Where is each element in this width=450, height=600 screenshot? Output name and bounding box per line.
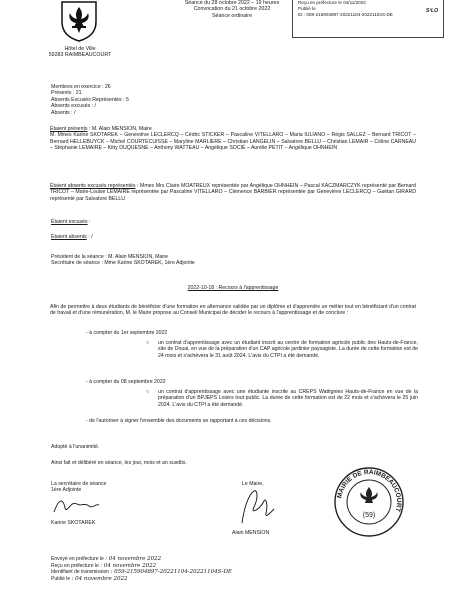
session-secretary: Secrétaire de séance : Mme Karine SKOTAREK, 1ère Adjointe <box>51 260 195 267</box>
excused-represented-label: Étaient absents excusés représentés <box>50 183 136 189</box>
start-date-2: - à compter du 08 septembre 2022 <box>86 379 166 385</box>
svg-text:(59): (59) <box>362 512 376 519</box>
mayor-signature-block <box>232 481 282 536</box>
stamp-received: Reçu en préfecture le 04/11/2022 <box>298 0 366 5</box>
footer-sent <box>51 556 232 563</box>
present-label: Étaient présents <box>50 126 88 132</box>
stamp-brand-logo: S²LO <box>426 8 438 14</box>
footer-received-label: Reçu en préfecture le <box>51 562 99 569</box>
session-officers <box>51 254 195 267</box>
secretary-name: Karine SKOTAREK <box>51 520 96 527</box>
adopted-statement: Adopté à l'unanimité. <box>51 444 100 450</box>
bullet-1: ○ <box>146 340 150 346</box>
start-date-1: - à compter du 1er septembre 2022 <box>86 330 168 336</box>
excused-represented-list: : Mmes Mrs Claire MOATREUX représentée par Angélique OHNHEIN – Pascal KACZMARCZYK représenté par Bernard TRICOT – Marie-Louise LEMAIRE représentée par Pascaline VITELLARO – Clémence BARBIER représentée par Geneviève LECLERCQ – Gaétan GIRARD représenté par Salvatore BELLU <box>50 183 416 202</box>
present-mayor: : M. Alain MENSION, Maire <box>88 126 152 132</box>
footer-published-label: Publié le <box>51 576 71 583</box>
count-present: Présents : 21 <box>51 90 82 97</box>
session-type: Séance ordinaire <box>211 12 253 19</box>
town-hall-address <box>40 46 120 59</box>
mayor-title: Le Maire, <box>242 481 264 487</box>
deliberation-title <box>50 285 416 291</box>
present-list: M. Mmes Karine SKOTAREK – Geneviève LECLERCQ – Cédric STICKER – Pascaline VITELLARO – Maria IULIANO – Régis SALLEZ – Bernard TRICOT – Bernard HELLEBUYCK – Michel COURTECUISSE – Maryline MARLIERE – Christian LANGELIN – Salvatore BELLU – Christian LEMAIR – Céline CARNEAU – Stéphanie LEMAIRE – Kitty DUQUESNE – Anthony WATTEAU – Angélique SOCIÉ – Aurélie PETIT – Angélique OHNHEIN <box>50 132 416 152</box>
stamp-id: ID : 059-215904897-20221104-20221104S-DE <box>298 12 393 18</box>
count-excused: Absents excusés : / <box>51 103 96 110</box>
footer-received-value: : 04 novembre 2022 <box>100 562 157 569</box>
secretary-role: 1ère Adjointe <box>51 487 82 494</box>
present-members <box>50 126 416 152</box>
secretary-title: La secrétaire de séance <box>51 481 107 487</box>
count-members: Membres en exercice : 26 <box>51 84 111 90</box>
footer-transmission-id <box>51 569 232 576</box>
footer-received <box>51 563 232 570</box>
prefecture-stamp <box>292 0 444 38</box>
town-hall-name: Hôtel de Ville <box>64 46 96 52</box>
closing-statement: Ainsi fait et délibéré en séance, les jour, mois et an susdits. <box>51 460 187 466</box>
absent-label: Étaient absents <box>51 234 87 240</box>
absent-list: : / <box>88 234 93 240</box>
footer-published-value: : 04 novembre 2022 <box>71 576 128 583</box>
town-coat-of-arms <box>60 0 98 42</box>
count-excused-represented: Absents Excusés Représentés : 5 <box>51 96 129 103</box>
footer-id-value: : 059-215904897-20221104-20221104S-DE <box>110 569 232 576</box>
absent-members <box>51 234 93 240</box>
excused-members <box>51 219 91 225</box>
mayor-name: Alain MENSION <box>232 529 270 536</box>
count-absent: Absents : / <box>51 109 76 116</box>
deliberation-intro: Afin de permettre à deux étudiants de bénéficier d'une formation en alternance validée par un diplôme et d'apprendre un métier tout en bénéficiant d'un contrat de travail et d'une rémunération, M. le Maire propose au Conseil Municipal de décider le recours à l'apprentissage et de conclure : <box>50 304 416 317</box>
mayor-signature <box>232 487 282 527</box>
contract-item-1: un contrat d'apprentissage avec un étudiant inscrit au centre de formation agricole public des Hauts-de-France, site de Douai, en vue de la préparation d'un CAP agricole jardinier paysagiste. La durée de cette formation est de 24 mois et s'achèvera le 31 août 2024. L'avis du CTPI a été demandé. <box>158 340 418 359</box>
excused-represented-members <box>50 183 416 202</box>
convocation-date: Convocation du 21 octobre 2022 <box>193 6 271 13</box>
stamp-published: Publié le <box>298 6 316 12</box>
svg-text:MAIRIE DE RAIMBEAUCOURT: MAIRIE DE RAIMBEAUCOURT <box>336 468 403 513</box>
footer-id-label: Identifiant de transmission <box>51 569 110 576</box>
town-hall-seal <box>332 465 406 539</box>
contract-item-2: un contrat d'apprentissage avec une étudiante inscrite au CREPS Wattignies Hauts-de-France en vue de la préparation d'un BPJEPS Loisirs tout public. La durée de cette formation est de 22 mois et s'achèvera le 25 juin 2024. L'avis du CTPI a été demandé. <box>158 389 418 408</box>
session-header <box>172 0 292 19</box>
deliberation-title-text: 2022-10-18 : Recours à l'apprentissage <box>187 285 279 291</box>
bullet-2: ○ <box>146 389 150 395</box>
attendance-counts <box>51 84 129 116</box>
secretary-signature-block <box>51 481 106 527</box>
transmission-footer <box>51 556 232 583</box>
session-line: Séance du 28 octobre 2022 – 19 heures <box>184 0 280 6</box>
footer-published <box>51 576 232 583</box>
session-president: Président de la séance : M. Alain MENSION, Maire <box>51 254 169 260</box>
town-address: 59283 RAIMBEAUCOURT <box>48 52 112 59</box>
secretary-signature <box>51 494 101 518</box>
authorize-signature: - de l'autoriser à signer l'ensemble des documents se rapportant à ces décisions. <box>86 418 272 424</box>
footer-sent-label: Envoyé en préfecture le <box>51 556 104 562</box>
excused-list: : <box>89 219 91 225</box>
excused-label: Étaient excusés <box>51 219 88 225</box>
footer-sent-value: : 04 novembre 2022 <box>105 556 162 562</box>
